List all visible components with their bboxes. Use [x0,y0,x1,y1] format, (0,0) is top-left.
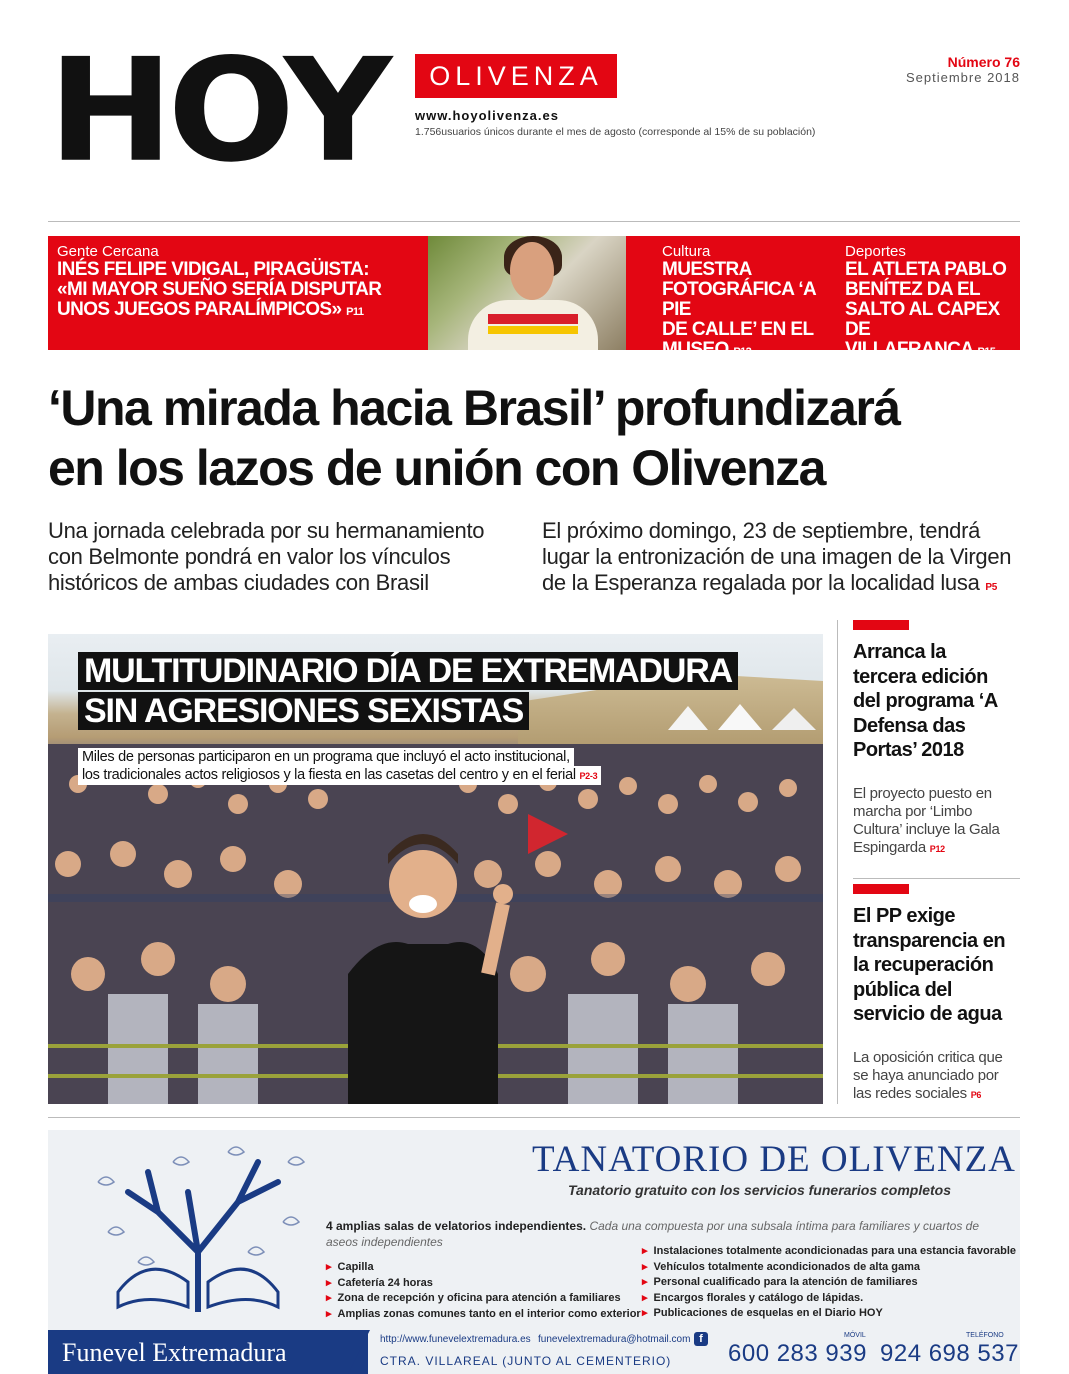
page-ref: P2-3 [579,771,598,781]
teaser-headline-line [662,340,832,362]
caption-line: Miles de personas participaron en un programa que incluyó el acto institucional, [78,748,574,766]
issue-number: Número 76 [947,54,1020,70]
ad-services-right [642,1244,1016,1322]
main-headline-line: en los lazos de unión con Olivenza [48,440,825,496]
summary-line: Cultura’ incluye la Gala [853,820,1000,838]
ad-brand-name: Funevel Extremadura [62,1338,287,1367]
list-item: ▸ Zona de recepción y oficina para atención a familiares [326,1291,641,1307]
headline-line: del programa ‘A [853,690,998,712]
teaser-headline-line: BENÍTEZ DA EL [845,279,981,300]
teaser-section: Gente Cercana [57,243,159,260]
photo-shape [488,326,578,334]
crowd-photo[interactable] [48,634,823,1104]
summary-line: marcha por ‘Limbo [853,802,973,820]
teaser-headline-text: VILLAFRANCA [845,339,973,360]
ad-mobile-number[interactable]: 600 283 939 [728,1340,867,1367]
page-ref: P5 [985,582,997,593]
list-item: ▸ Encargos florales y catálogo de lápidas. [642,1291,1016,1307]
teaser-headline-line: «MI MAYOR SUEÑO SERÍA DISPUTAR [57,279,382,300]
summary-text: las redes sociales [853,1084,967,1102]
teaser-section: Deportes [845,243,906,260]
tanatorio-ad[interactable] [48,1130,1020,1374]
sidebar-headline [853,640,1023,763]
photo-shape [510,242,554,300]
photo-shape [468,300,598,350]
teaser-headline-line: FOTOGRÁFICA ‘A PIE [662,279,816,320]
teaser-headline-line [57,300,427,322]
teaser-headline-text: MUSEO [662,339,729,360]
headline-line: la recuperación [853,954,994,976]
headline-line: Defensa das [853,714,966,737]
deck-right [542,518,1032,601]
headline-line: transparencia en [853,929,1006,952]
headline-line: pública del [853,978,952,1001]
page-ref: P11 [346,306,364,318]
headline-line: Portas’ 2018 [853,739,964,761]
list-item: ▸ Instalaciones totalmente acondicionadas para una estancia favorable [642,1244,1016,1260]
list-item: ▸ Vehículos totalmente acondicionados de alta gama [642,1260,1016,1276]
ad-services-left [326,1260,641,1322]
story-marker [853,620,909,630]
deck-line [542,570,1032,601]
page-ref: P15 [977,346,996,358]
teaser-headline-line: EL ATLETA PABLO [845,259,1007,280]
caption-line [78,766,601,785]
headline-line: Arranca la [853,641,946,663]
teaser-deportes[interactable] [845,244,1017,362]
ad-email-link[interactable]: funevelextremadura@hotmail.com [538,1334,691,1345]
audience-note: 1.756usuarios únicos durante el mes de agosto (corresponde al 15% de su población) [415,126,816,138]
ad-title: TANATORIO DE OLIVENZA [532,1139,1016,1180]
headline-line: El PP exige [853,905,955,927]
ad-website-link[interactable]: http://www.funevelextremadura.es [380,1334,531,1345]
teaser-headline-line: INÉS FELIPE VIDIGAL, PIRAGÜISTA: [57,259,369,280]
teaser-headline-line: MUESTRA [662,259,752,280]
tree-hands-icon [78,1142,328,1312]
sidebar-summary [853,785,1023,858]
ad-divider [48,1117,1020,1118]
deck-line: históricos de ambas ciudades con Brasil [48,570,429,595]
page-ref: P12 [733,346,752,358]
summary-line [853,1085,1023,1104]
list-item: ▸ Amplias zonas comunes tanto en el interior como exterior [326,1307,641,1323]
edition-badge [415,54,617,98]
teaser-athlete-photo [428,236,626,350]
telefono-label: TELÉFONO [966,1332,1004,1339]
page-ref: P12 [929,843,945,854]
sidebar-story-pp[interactable] [853,884,1023,1104]
page-ref: P6 [970,1089,982,1100]
headline-line: servicio de agua [853,1003,1002,1025]
ad-subtitle: Tanatorio gratuito con los servicios funerarios completos [568,1182,952,1198]
summary-line: La oposición critica que [853,1048,1003,1066]
crowd-illustration [48,744,823,1104]
issue-info [906,54,1020,85]
ad-rooms-bold: 4 amplias salas de velatorios independientes. [326,1219,587,1233]
hoy-logo: HOY [48,28,387,194]
sidebar-summary [853,1049,1023,1104]
sidebar-headline [853,904,1023,1027]
sidebar-divider [853,878,1020,879]
photo-caption [78,748,601,785]
deck-text: de la Esperanza regalada por la localidad lusa [542,570,980,595]
ad-footer [48,1330,1020,1374]
teaser-section: Cultura [662,243,711,260]
top-divider [48,221,1020,222]
sidebar-story-defensa[interactable] [853,620,1023,858]
list-item: ▸ Capilla [326,1260,641,1276]
summary-line: El proyecto puesto en [853,784,992,802]
list-item: ▸ Publicaciones de esquelas en el Diario HOY [642,1306,1016,1322]
teaser-headline-line: DE CALLE’ EN EL [662,319,814,340]
story-marker [853,884,909,894]
deck-line: lugar la entronización de una imagen de la Virgen [542,544,1012,569]
brand-bar-tip [348,1330,370,1374]
headline-line: tercera edición [853,665,988,688]
photo-title-line: SIN AGRESIONES SEXISTAS [78,692,529,730]
teaser-headline-text: UNOS JUEGOS PARALÍMPICOS» [57,299,342,320]
main-headline[interactable] [48,378,1028,498]
ad-address: CTRA. VILLAREAL (JUNTO AL CEMENTERIO) [380,1354,672,1368]
column-divider [837,620,838,1104]
ad-rooms-italic: Cada una compuesta por una subsala íntima para familiares y cuartos de aseos independientes [326,1219,980,1249]
deck-line: Una jornada celebrada por su hermanamiento [48,518,485,543]
summary-line: se haya anunciado por [853,1066,999,1084]
teaser-headline-line [845,340,1017,362]
caption-text: los tradicionales actos religiosos y la fiesta en las casetas del centro y en el ferial [82,767,576,783]
issue-date: Septiembre 2018 [905,70,1020,85]
teaser-cultura[interactable] [662,244,832,362]
teaser-headline-line: SALTO AL CAPEX DE [845,299,1000,340]
photo-story-title [78,652,738,732]
ad-phone-number[interactable]: 924 698 537 [880,1340,1019,1367]
photo-title-line: MULTITUDINARIO DÍA DE EXTREMADURA [78,652,738,690]
summary-line [853,839,1023,858]
deck-line: El próximo domingo, 23 de septiembre, tendrá [542,518,981,543]
photo-shape [488,314,578,324]
deck-line: con Belmonte pondrá en valor los vínculos [48,544,451,569]
movil-label: MÓVIL [844,1332,866,1339]
facebook-icon[interactable]: f [694,1332,708,1346]
summary-text: Espingarda [853,838,926,856]
teaser-band [48,236,1020,360]
edition-label: OLIVENZA [429,61,603,91]
site-url-link[interactable]: www.hoyolivenza.es [415,108,559,123]
list-item: ▸ Personal cualificado para la atención de familiares [642,1275,1016,1291]
teaser-gente-cercana[interactable] [57,244,427,322]
main-headline-line: ‘Una mirada hacia Brasil’ profundizará [48,380,900,436]
list-item: ▸ Cafetería 24 horas [326,1276,641,1292]
deck-left [48,518,528,596]
